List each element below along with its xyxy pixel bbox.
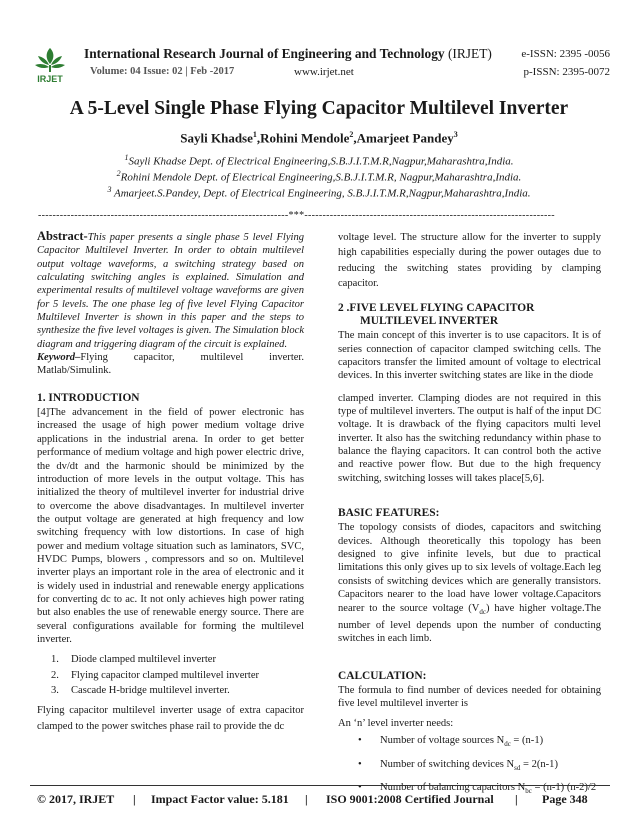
list-item-number: 3.	[51, 684, 59, 696]
author-3-mark: 3	[453, 130, 458, 139]
author-3: Amarjeet Pandey	[356, 130, 454, 146]
abstract-label: Abstract-	[37, 229, 88, 243]
list-item	[51, 668, 304, 683]
bullet-icon: •	[358, 758, 362, 770]
list-item	[51, 652, 304, 667]
list-item-text: Flying capacitor clamped multilevel inverter	[71, 669, 260, 681]
footer-impact-factor: Impact Factor value: 5.181	[151, 792, 289, 806]
footer-rule	[30, 785, 610, 786]
footer-separator: |	[133, 792, 136, 806]
p-issn: p-ISSN: 2395-0072	[523, 66, 610, 78]
footer-iso: ISO 9001:2008 Certified Journal	[326, 792, 494, 806]
list-item-number: 2.	[51, 669, 59, 681]
calculation-paragraph: The formula to find number of devices needed for obtaining five level multilevel inverter is	[338, 684, 601, 710]
keywords-label: Keyword–	[37, 352, 81, 364]
irjet-leaf-icon	[32, 44, 68, 84]
logo-text: IRJET	[37, 74, 63, 84]
journal-website[interactable]: www.irjet.net	[294, 66, 354, 78]
basic-features-paragraph	[338, 521, 601, 645]
list-item	[358, 758, 601, 776]
paper-title: A 5-Level Single Phase Flying Capacitor Multilevel Inverter	[69, 98, 569, 119]
right-column	[338, 230, 601, 805]
affiliation-3-text: Amarjeet.S.Pandey, Dept. of Electrical Engineering, S.B.J.I.T.M.R,Nagpur,Maharashtra,India.	[111, 187, 531, 200]
author-2: Rohini Mendole	[260, 130, 350, 146]
footer-separator: |	[515, 792, 518, 806]
e-issn: e-ISSN: 2395 -0056	[521, 48, 610, 60]
section-2-paragraph-1: The main concept of this inverter is to use capacitors. It is of series connection of capacitor clamped switching cells. The capacitors transfer the limited amount of voltage to electrical devices. In this inverter switching states are like in the diode	[338, 330, 601, 382]
calculation-heading: CALCULATION:	[338, 669, 427, 682]
list-item-number: 1.	[51, 654, 59, 666]
basic-features-text-1: The topology consists of diodes, capacitors and switching devices. Although theoretically this topology has been designed to give infinite levels, but due to practical limitations this only gives up to six levels of voltage.Each leg consists of switching devices which are generally transistors. Capacitors nearer to the load have lower voltage.Capacitors nearer to the source voltage (V	[338, 522, 601, 614]
list-item-text: Number of voltage sources $N_{dc} = (n-1)$	[380, 735, 544, 749]
basic-features-sub: dc	[479, 607, 486, 616]
journal-name-text: International Research Journal of Engineering and Technology	[84, 46, 445, 61]
keywords	[37, 351, 304, 378]
section-2-heading: 2 .FIVE LEVEL FLYING CAPACITOR MULTILEVEL INVERTER	[338, 301, 535, 327]
journal-abbr: (IRJET)	[447, 46, 492, 61]
section-separator: ---------------------------------------------------------------------***---------------------------------------------------------------------	[38, 210, 555, 221]
affiliation-1-text: Sayli Khadse Dept. of Electrical Engineering,S.B.J.I.T.M.R,Nagpur,Maharashtra,India.	[128, 155, 514, 168]
list-item	[51, 683, 304, 698]
list-item	[358, 734, 601, 752]
section-2-paragraph-2: clamped inverter. Clamping diodes are not required in this type of multilevel inverters. The output is half of the input DC voltage. It is drawback of the flying capacitors multi level inverter. It also has the switching redundancy within phase to balance the flaying capacitors. It can control both the active and reactive power flow. But due to the high frequency switching, switching losses will takes place[5,6].	[338, 392, 601, 484]
list-item-text: Number of balancing capacitors $N_{bc} = (n-1)$ (n-2)/2	[380, 782, 597, 796]
abstract	[37, 230, 304, 351]
list-item-text: Number of switching devices $N_{sd} = 2(n-1)$	[380, 758, 558, 772]
inverter-type-list	[51, 652, 304, 698]
footer-separator: |	[305, 792, 308, 806]
volume-issue: Volume: 04 Issue: 02 | Feb -2017	[90, 66, 235, 77]
footer-page-number: Page 348	[542, 792, 588, 806]
calculation-needs: An ‘n’ level inverter needs:	[338, 717, 454, 729]
affiliation-1	[0, 153, 638, 168]
affiliation-2	[0, 169, 638, 184]
bullet-icon: •	[358, 735, 362, 747]
affiliation-1-mark: 1	[124, 153, 129, 162]
intro-paragraph: [4]The advancement in the field of power electronic has increased the usage of high power medium voltage drive applications in the industrial arena. In order to get better performance of medium voltage and high power electric drive, the dv/dt and the harmonic should be minimized by the introduction of more levels in the output voltage. This has initialized the theory of multilevel inverter for industrial drive to overcome the above disadvantages. In multilevel inverter the output voltage are generated at high frequency and low switching frequency with low distortions. In case of high power and medium voltage situation such as laminators, SVC, HVDC Pumps, blowers , compressors and so on. Multilevel inverter plays an important role in the area of electronic and it is widely used in industrial and renewable energy applications for converting dc to ac. It not only achieves high power rating but also enables the use of renewable energy source. There are several configurations available for forming the multilevel inverter.	[37, 407, 304, 645]
device-count-list	[358, 734, 601, 799]
affiliation-2-text: Rohini Mendole Dept. of Electrical Engineering,S.B.J.I.T.M.R, Nagpur,Maharashtra,India.	[120, 171, 522, 184]
basic-features-heading: BASIC FEATURES:	[338, 507, 440, 520]
footer-copyright: © 2017, IRJET	[37, 792, 115, 806]
list-item-text: Cascade H-bridge multilevel inverter.	[71, 684, 230, 696]
author-1: Sayli Khadse	[180, 130, 253, 146]
abstract-text: This paper presents a single phase 5 level Flying Capacitor Multilevel Inverter. In order to obtain multilevel output voltage waveforms, a switching strategy based on calculating switching angles is explained. Simulation and experimental results of multilevel voltage waveforms are given for 5 levels. The one phase leg of five level Flying Capacitor Multilevel Inverter is shown in this paper and the steps to synthesize the five level voltages is given. The Simulation block diagram and triggering diagram of the circuit is explained.	[37, 232, 304, 350]
author-1-mark: 1	[252, 130, 257, 139]
journal-header	[32, 44, 610, 84]
intro-after-list: Flying capacitor multilevel inverter usage of extra capacitor clamped to the power switches phase rail to provide the dc	[37, 705, 304, 732]
list-item-text: Diode clamped multilevel inverter	[71, 654, 216, 666]
intro-continued: voltage level. The structure allow for the inverter to supply high capabilities especially during the power outages due to reducing the switching states providing by clamping capacitor.	[338, 232, 601, 290]
author-2-mark: 2	[349, 130, 354, 139]
irjet-leaf-logo	[32, 44, 68, 84]
affiliation-3	[0, 185, 638, 200]
affiliation-2-mark: 2	[116, 169, 121, 178]
keywords-text: Flying capacitor, multilevel inverter. Matlab/Simulink.	[37, 352, 304, 377]
intro-heading: 1. INTRODUCTION	[37, 391, 140, 404]
journal-name	[84, 46, 492, 62]
bullet-icon: •	[358, 782, 362, 794]
basic-features-text-2: ) have higher voltage.The number of level depends upon the number of conducting switches in each limb.	[338, 602, 601, 645]
left-column	[37, 230, 304, 734]
author-list: Sayli Khadse$^1$,Rohini Mendole$^2$,Amarjeet Pandey$^3$	[180, 130, 458, 146]
affiliation-3-mark: 3	[107, 185, 112, 194]
